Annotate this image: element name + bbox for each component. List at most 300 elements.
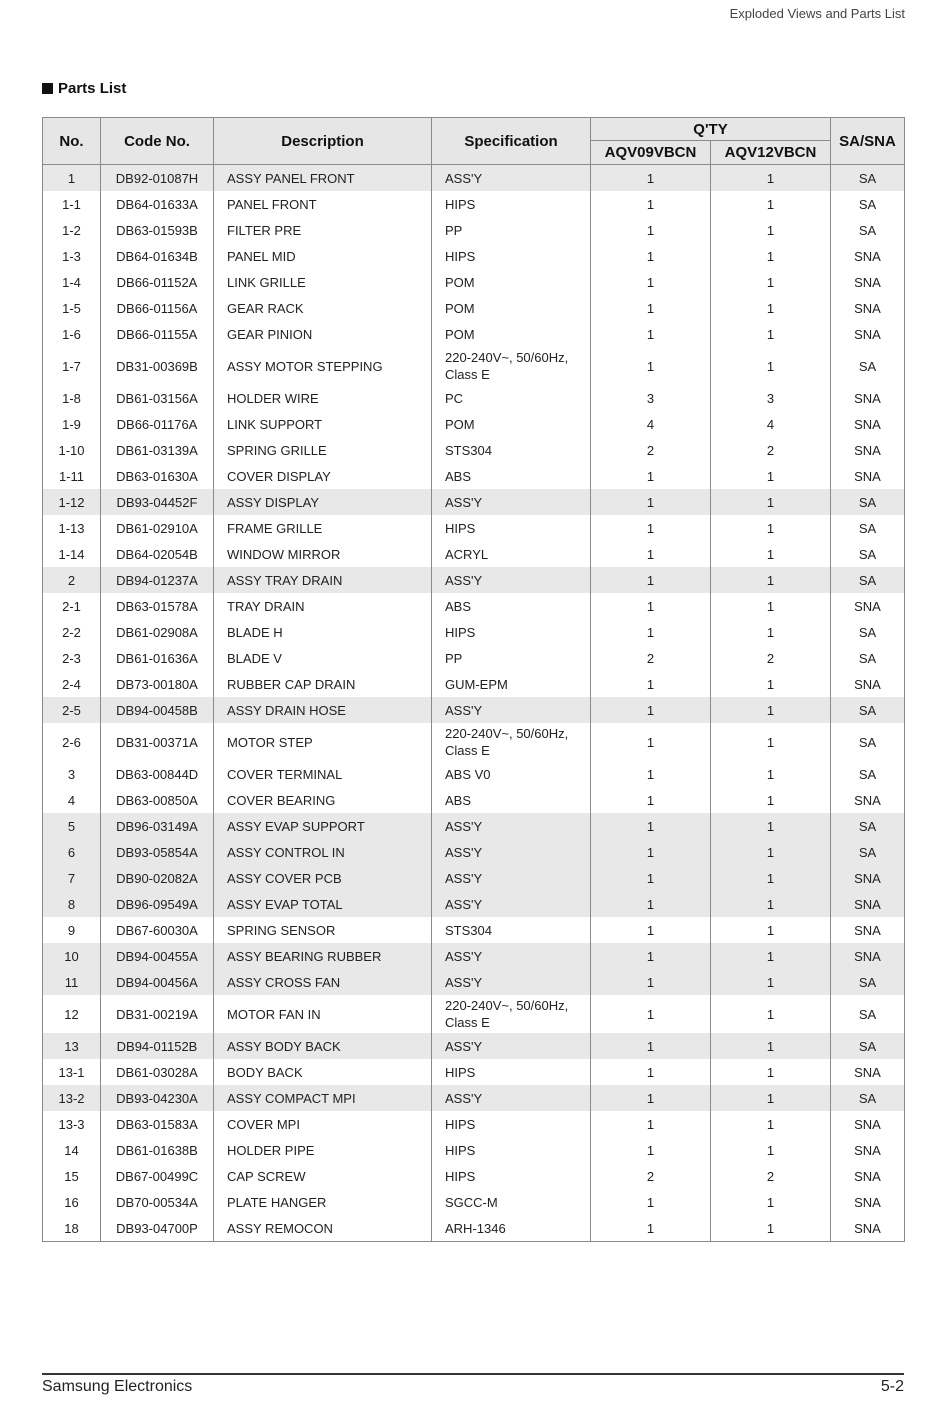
cell-qty-aqv09: 1	[591, 217, 711, 243]
cell-no: 13-1	[43, 1059, 101, 1085]
cell-qty-aqv09: 1	[591, 671, 711, 697]
cell-qty-aqv12: 1	[711, 619, 831, 645]
cell-specification: POM	[432, 321, 591, 347]
cell-qty-aqv12: 1	[711, 515, 831, 541]
cell-description: ASSY EVAP TOTAL	[214, 891, 432, 917]
cell-description: ASSY COVER PCB	[214, 865, 432, 891]
cell-no: 1-11	[43, 463, 101, 489]
cell-specification: ASS'Y	[432, 567, 591, 593]
cell-sa-sna: SNA	[831, 1059, 905, 1085]
cell-description: SPRING GRILLE	[214, 437, 432, 463]
cell-qty-aqv12: 1	[711, 567, 831, 593]
cell-no: 2-3	[43, 645, 101, 671]
cell-sa-sna: SNA	[831, 321, 905, 347]
cell-code: DB90-02082A	[101, 865, 214, 891]
table-row	[43, 723, 905, 761]
cell-specification: ASS'Y	[432, 839, 591, 865]
cell-qty-aqv09: 1	[591, 515, 711, 541]
cell-description: BODY BACK	[214, 1059, 432, 1085]
cell-specification: POM	[432, 411, 591, 437]
cell-qty-aqv09: 1	[591, 1189, 711, 1215]
cell-qty-aqv12: 1	[711, 697, 831, 723]
cell-code: DB61-03028A	[101, 1059, 214, 1085]
cell-qty-aqv09: 1	[591, 489, 711, 515]
cell-code: DB63-01583A	[101, 1111, 214, 1137]
cell-qty-aqv12: 1	[711, 541, 831, 567]
cell-code: DB93-05854A	[101, 839, 214, 865]
cell-qty-aqv09: 1	[591, 761, 711, 787]
cell-specification: HIPS	[432, 1163, 591, 1189]
cell-no: 10	[43, 943, 101, 969]
spec-line-1: 220-240V~, 50/60Hz,	[445, 350, 569, 365]
table-row	[43, 865, 905, 891]
cell-qty-aqv12: 1	[711, 321, 831, 347]
cell-description: ASSY MOTOR STEPPING	[214, 347, 432, 385]
cell-qty-aqv09: 1	[591, 191, 711, 217]
cell-description: HOLDER PIPE	[214, 1137, 432, 1163]
cell-qty-aqv12: 1	[711, 269, 831, 295]
cell-qty-aqv12: 2	[711, 437, 831, 463]
cell-sa-sna: SA	[831, 697, 905, 723]
cell-qty-aqv09: 1	[591, 1137, 711, 1163]
cell-sa-sna: SNA	[831, 243, 905, 269]
cell-description: HOLDER WIRE	[214, 385, 432, 411]
header-sa-sna: SA/SNA	[831, 118, 905, 165]
cell-specification: HIPS	[432, 191, 591, 217]
cell-sa-sna: SA	[831, 839, 905, 865]
cell-specification: ABS V0	[432, 761, 591, 787]
spec-line-2: Class E	[445, 743, 490, 758]
cell-specification: ABS	[432, 787, 591, 813]
cell-description: COVER BEARING	[214, 787, 432, 813]
cell-sa-sna: SNA	[831, 411, 905, 437]
footer-page-number: 5-2	[880, 1378, 904, 1395]
cell-code: DB64-02054B	[101, 541, 214, 567]
cell-code: DB67-00499C	[101, 1163, 214, 1189]
cell-code: DB66-01156A	[101, 295, 214, 321]
cell-qty-aqv09: 1	[591, 347, 711, 385]
cell-sa-sna: SNA	[831, 1111, 905, 1137]
cell-qty-aqv09: 1	[591, 917, 711, 943]
cell-specification: STS304	[432, 917, 591, 943]
cell-code: DB66-01155A	[101, 321, 214, 347]
cell-no: 1-6	[43, 321, 101, 347]
cell-no: 13-2	[43, 1085, 101, 1111]
cell-specification: HIPS	[432, 619, 591, 645]
cell-sa-sna: SNA	[831, 787, 905, 813]
cell-sa-sna: SA	[831, 191, 905, 217]
cell-no: 1-2	[43, 217, 101, 243]
cell-specification: HIPS	[432, 1137, 591, 1163]
cell-no: 2	[43, 567, 101, 593]
cell-sa-sna: SA	[831, 645, 905, 671]
cell-specification: ASS'Y	[432, 697, 591, 723]
cell-qty-aqv12: 1	[711, 243, 831, 269]
cell-no: 1	[43, 165, 101, 192]
cell-code: DB94-01152B	[101, 1033, 214, 1059]
cell-description: ASSY EVAP SUPPORT	[214, 813, 432, 839]
cell-no: 1-12	[43, 489, 101, 515]
table-row	[43, 295, 905, 321]
cell-sa-sna: SA	[831, 217, 905, 243]
cell-sa-sna: SA	[831, 1033, 905, 1059]
cell-specification	[432, 347, 591, 385]
cell-specification: ASS'Y	[432, 865, 591, 891]
table-row	[43, 1111, 905, 1137]
cell-description: SPRING SENSOR	[214, 917, 432, 943]
cell-specification: ASS'Y	[432, 489, 591, 515]
table-row	[43, 839, 905, 865]
cell-specification: HIPS	[432, 1111, 591, 1137]
cell-description: BLADE V	[214, 645, 432, 671]
cell-specification: HIPS	[432, 515, 591, 541]
cell-qty-aqv12: 2	[711, 1163, 831, 1189]
cell-qty-aqv09: 3	[591, 385, 711, 411]
cell-qty-aqv09: 1	[591, 165, 711, 192]
cell-sa-sna: SA	[831, 969, 905, 995]
section-title	[42, 80, 126, 97]
table-row	[43, 619, 905, 645]
cell-description: PLATE HANGER	[214, 1189, 432, 1215]
cell-description: ASSY DRAIN HOSE	[214, 697, 432, 723]
cell-sa-sna: SA	[831, 761, 905, 787]
cell-qty-aqv12: 1	[711, 839, 831, 865]
cell-no: 8	[43, 891, 101, 917]
header-specification: Specification	[432, 118, 591, 165]
cell-no: 1-13	[43, 515, 101, 541]
cell-sa-sna: SA	[831, 567, 905, 593]
cell-description: GEAR RACK	[214, 295, 432, 321]
cell-qty-aqv09: 1	[591, 1033, 711, 1059]
table-row	[43, 411, 905, 437]
cell-no: 7	[43, 865, 101, 891]
cell-qty-aqv12: 1	[711, 761, 831, 787]
table-row	[43, 671, 905, 697]
cell-qty-aqv09: 1	[591, 723, 711, 761]
cell-no: 13	[43, 1033, 101, 1059]
table-row	[43, 347, 905, 385]
cell-qty-aqv12: 4	[711, 411, 831, 437]
cell-qty-aqv09: 1	[591, 891, 711, 917]
cell-sa-sna: SA	[831, 515, 905, 541]
cell-description: MOTOR STEP	[214, 723, 432, 761]
cell-qty-aqv12: 1	[711, 1085, 831, 1111]
cell-code: DB61-03139A	[101, 437, 214, 463]
cell-qty-aqv09: 1	[591, 321, 711, 347]
cell-sa-sna: SNA	[831, 891, 905, 917]
cell-qty-aqv09: 1	[591, 943, 711, 969]
cell-specification: ASS'Y	[432, 943, 591, 969]
cell-qty-aqv09: 1	[591, 1085, 711, 1111]
cell-sa-sna: SA	[831, 619, 905, 645]
header-code: Code No.	[101, 118, 214, 165]
cell-specification: ACRYL	[432, 541, 591, 567]
cell-description: ASSY PANEL FRONT	[214, 165, 432, 192]
cell-description: GEAR PINION	[214, 321, 432, 347]
cell-description: LINK GRILLE	[214, 269, 432, 295]
table-row	[43, 437, 905, 463]
header-description: Description	[214, 118, 432, 165]
cell-specification: ASS'Y	[432, 165, 591, 192]
cell-qty-aqv12: 1	[711, 723, 831, 761]
cell-no: 1-4	[43, 269, 101, 295]
cell-code: DB61-01636A	[101, 645, 214, 671]
cell-description: TRAY DRAIN	[214, 593, 432, 619]
cell-description: LINK SUPPORT	[214, 411, 432, 437]
table-body	[43, 165, 905, 1242]
cell-no: 1-7	[43, 347, 101, 385]
cell-qty-aqv12: 1	[711, 891, 831, 917]
cell-no: 15	[43, 1163, 101, 1189]
cell-sa-sna: SNA	[831, 1163, 905, 1189]
cell-description: FILTER PRE	[214, 217, 432, 243]
cell-description: PANEL MID	[214, 243, 432, 269]
cell-description: ASSY REMOCON	[214, 1215, 432, 1242]
cell-description: ASSY BEARING RUBBER	[214, 943, 432, 969]
cell-specification: ASS'Y	[432, 813, 591, 839]
header-model-aqv12: AQV12VBCN	[711, 141, 831, 165]
parts-table	[42, 117, 905, 1242]
cell-qty-aqv09: 1	[591, 969, 711, 995]
cell-no: 9	[43, 917, 101, 943]
cell-specification: ASS'Y	[432, 969, 591, 995]
cell-specification: HIPS	[432, 1059, 591, 1085]
table-header	[43, 118, 905, 165]
cell-no: 18	[43, 1215, 101, 1242]
table-row	[43, 541, 905, 567]
table-row	[43, 1059, 905, 1085]
table-row	[43, 593, 905, 619]
cell-no: 1-10	[43, 437, 101, 463]
cell-code: DB31-00219A	[101, 995, 214, 1033]
cell-description: COVER DISPLAY	[214, 463, 432, 489]
cell-no: 2-2	[43, 619, 101, 645]
cell-specification: ASS'Y	[432, 1033, 591, 1059]
cell-sa-sna: SNA	[831, 671, 905, 697]
cell-qty-aqv09: 1	[591, 269, 711, 295]
cell-code: DB64-01633A	[101, 191, 214, 217]
cell-sa-sna: SNA	[831, 1189, 905, 1215]
cell-qty-aqv09: 1	[591, 541, 711, 567]
cell-sa-sna: SNA	[831, 1215, 905, 1242]
cell-no: 2-6	[43, 723, 101, 761]
cell-qty-aqv12: 1	[711, 917, 831, 943]
cell-no: 12	[43, 995, 101, 1033]
cell-specification: POM	[432, 295, 591, 321]
cell-code: DB66-01152A	[101, 269, 214, 295]
cell-qty-aqv12: 1	[711, 1189, 831, 1215]
table-row	[43, 813, 905, 839]
cell-qty-aqv09: 1	[591, 1111, 711, 1137]
cell-code: DB61-02908A	[101, 619, 214, 645]
cell-code: DB61-02910A	[101, 515, 214, 541]
cell-qty-aqv12: 1	[711, 1137, 831, 1163]
cell-no: 2-1	[43, 593, 101, 619]
cell-specification: SGCC-M	[432, 1189, 591, 1215]
section-title-text: Parts List	[58, 80, 127, 97]
cell-specification: HIPS	[432, 243, 591, 269]
square-bullet-icon	[42, 83, 53, 94]
cell-description: BLADE H	[214, 619, 432, 645]
cell-code: DB63-00844D	[101, 761, 214, 787]
cell-code: DB64-01634B	[101, 243, 214, 269]
table-row	[43, 1137, 905, 1163]
spec-line-2: Class E	[445, 367, 490, 382]
cell-code: DB94-00458B	[101, 697, 214, 723]
cell-qty-aqv12: 1	[711, 943, 831, 969]
cell-specification: ABS	[432, 463, 591, 489]
cell-description: ASSY BODY BACK	[214, 1033, 432, 1059]
cell-no: 6	[43, 839, 101, 865]
cell-code: DB93-04230A	[101, 1085, 214, 1111]
cell-description: RUBBER CAP DRAIN	[214, 671, 432, 697]
cell-specification	[432, 723, 591, 761]
cell-qty-aqv09: 2	[591, 437, 711, 463]
cell-qty-aqv09: 1	[591, 787, 711, 813]
cell-qty-aqv12: 2	[711, 645, 831, 671]
cell-qty-aqv12: 1	[711, 969, 831, 995]
cell-qty-aqv09: 1	[591, 243, 711, 269]
header-no: No.	[43, 118, 101, 165]
cell-specification: STS304	[432, 437, 591, 463]
cell-specification: POM	[432, 269, 591, 295]
table-row	[43, 385, 905, 411]
table-row	[43, 943, 905, 969]
cell-description: FRAME GRILLE	[214, 515, 432, 541]
cell-no: 1-3	[43, 243, 101, 269]
cell-qty-aqv09: 4	[591, 411, 711, 437]
cell-code: DB67-60030A	[101, 917, 214, 943]
cell-qty-aqv12: 1	[711, 787, 831, 813]
cell-code: DB73-00180A	[101, 671, 214, 697]
cell-no: 16	[43, 1189, 101, 1215]
table-row	[43, 489, 905, 515]
cell-specification	[432, 995, 591, 1033]
cell-no: 14	[43, 1137, 101, 1163]
spec-line-2: Class E	[445, 1015, 490, 1030]
cell-sa-sna: SA	[831, 347, 905, 385]
table-row	[43, 567, 905, 593]
cell-specification: PC	[432, 385, 591, 411]
cell-sa-sna: SA	[831, 995, 905, 1033]
cell-sa-sna: SNA	[831, 463, 905, 489]
cell-specification: PP	[432, 645, 591, 671]
cell-qty-aqv09: 1	[591, 295, 711, 321]
table-row	[43, 217, 905, 243]
cell-qty-aqv09: 1	[591, 813, 711, 839]
cell-code: DB70-00534A	[101, 1189, 214, 1215]
cell-description: MOTOR FAN IN	[214, 995, 432, 1033]
cell-code: DB94-00456A	[101, 969, 214, 995]
cell-specification: PP	[432, 217, 591, 243]
cell-code: DB93-04700P	[101, 1215, 214, 1242]
cell-code: DB94-00455A	[101, 943, 214, 969]
cell-code: DB94-01237A	[101, 567, 214, 593]
cell-no: 1-14	[43, 541, 101, 567]
cell-code: DB63-01593B	[101, 217, 214, 243]
cell-qty-aqv09: 1	[591, 567, 711, 593]
cell-no: 11	[43, 969, 101, 995]
cell-code: DB61-03156A	[101, 385, 214, 411]
cell-sa-sna: SA	[831, 541, 905, 567]
table-row	[43, 969, 905, 995]
cell-no: 2-5	[43, 697, 101, 723]
cell-description: COVER MPI	[214, 1111, 432, 1137]
cell-qty-aqv12: 1	[711, 1111, 831, 1137]
spec-line-1: 220-240V~, 50/60Hz,	[445, 726, 569, 741]
table-row	[43, 787, 905, 813]
footer-company: Samsung Electronics	[42, 1378, 193, 1395]
cell-qty-aqv12: 3	[711, 385, 831, 411]
cell-sa-sna: SNA	[831, 865, 905, 891]
cell-no: 4	[43, 787, 101, 813]
cell-no: 13-3	[43, 1111, 101, 1137]
cell-no: 1-5	[43, 295, 101, 321]
cell-sa-sna: SNA	[831, 1137, 905, 1163]
header-qty: Q'TY	[591, 118, 831, 141]
cell-description: ASSY COMPACT MPI	[214, 1085, 432, 1111]
table-row	[43, 1189, 905, 1215]
cell-description: ASSY DISPLAY	[214, 489, 432, 515]
cell-qty-aqv12: 1	[711, 671, 831, 697]
table-row	[43, 1085, 905, 1111]
cell-sa-sna: SNA	[831, 943, 905, 969]
table-row	[43, 515, 905, 541]
table-row	[43, 243, 905, 269]
cell-code: DB63-01630A	[101, 463, 214, 489]
cell-code: DB31-00371A	[101, 723, 214, 761]
cell-qty-aqv12: 1	[711, 1059, 831, 1085]
cell-description: PANEL FRONT	[214, 191, 432, 217]
spec-line-1: 220-240V~, 50/60Hz,	[445, 998, 569, 1013]
cell-qty-aqv12: 1	[711, 865, 831, 891]
cell-qty-aqv12: 1	[711, 347, 831, 385]
cell-no: 1-1	[43, 191, 101, 217]
cell-qty-aqv12: 1	[711, 593, 831, 619]
cell-description: CAP SCREW	[214, 1163, 432, 1189]
cell-qty-aqv09: 1	[591, 619, 711, 645]
cell-qty-aqv12: 1	[711, 191, 831, 217]
cell-qty-aqv09: 1	[591, 593, 711, 619]
cell-no: 5	[43, 813, 101, 839]
cell-qty-aqv09: 2	[591, 645, 711, 671]
cell-sa-sna: SNA	[831, 385, 905, 411]
cell-sa-sna: SNA	[831, 437, 905, 463]
cell-code: DB96-09549A	[101, 891, 214, 917]
cell-sa-sna: SA	[831, 165, 905, 192]
cell-description: ASSY CROSS FAN	[214, 969, 432, 995]
cell-sa-sna: SNA	[831, 593, 905, 619]
cell-description: ASSY TRAY DRAIN	[214, 567, 432, 593]
cell-description: ASSY CONTROL IN	[214, 839, 432, 865]
cell-qty-aqv12: 1	[711, 489, 831, 515]
cell-code: DB31-00369B	[101, 347, 214, 385]
table-row	[43, 995, 905, 1033]
cell-specification: ASS'Y	[432, 1085, 591, 1111]
table-row	[43, 321, 905, 347]
cell-sa-sna: SA	[831, 813, 905, 839]
cell-qty-aqv09: 2	[591, 1163, 711, 1189]
cell-description: WINDOW MIRROR	[214, 541, 432, 567]
cell-sa-sna: SNA	[831, 295, 905, 321]
table-row	[43, 891, 905, 917]
cell-qty-aqv12: 1	[711, 995, 831, 1033]
cell-qty-aqv12: 1	[711, 295, 831, 321]
table-row	[43, 1215, 905, 1242]
cell-qty-aqv12: 1	[711, 813, 831, 839]
cell-qty-aqv12: 1	[711, 217, 831, 243]
cell-qty-aqv12: 1	[711, 165, 831, 192]
